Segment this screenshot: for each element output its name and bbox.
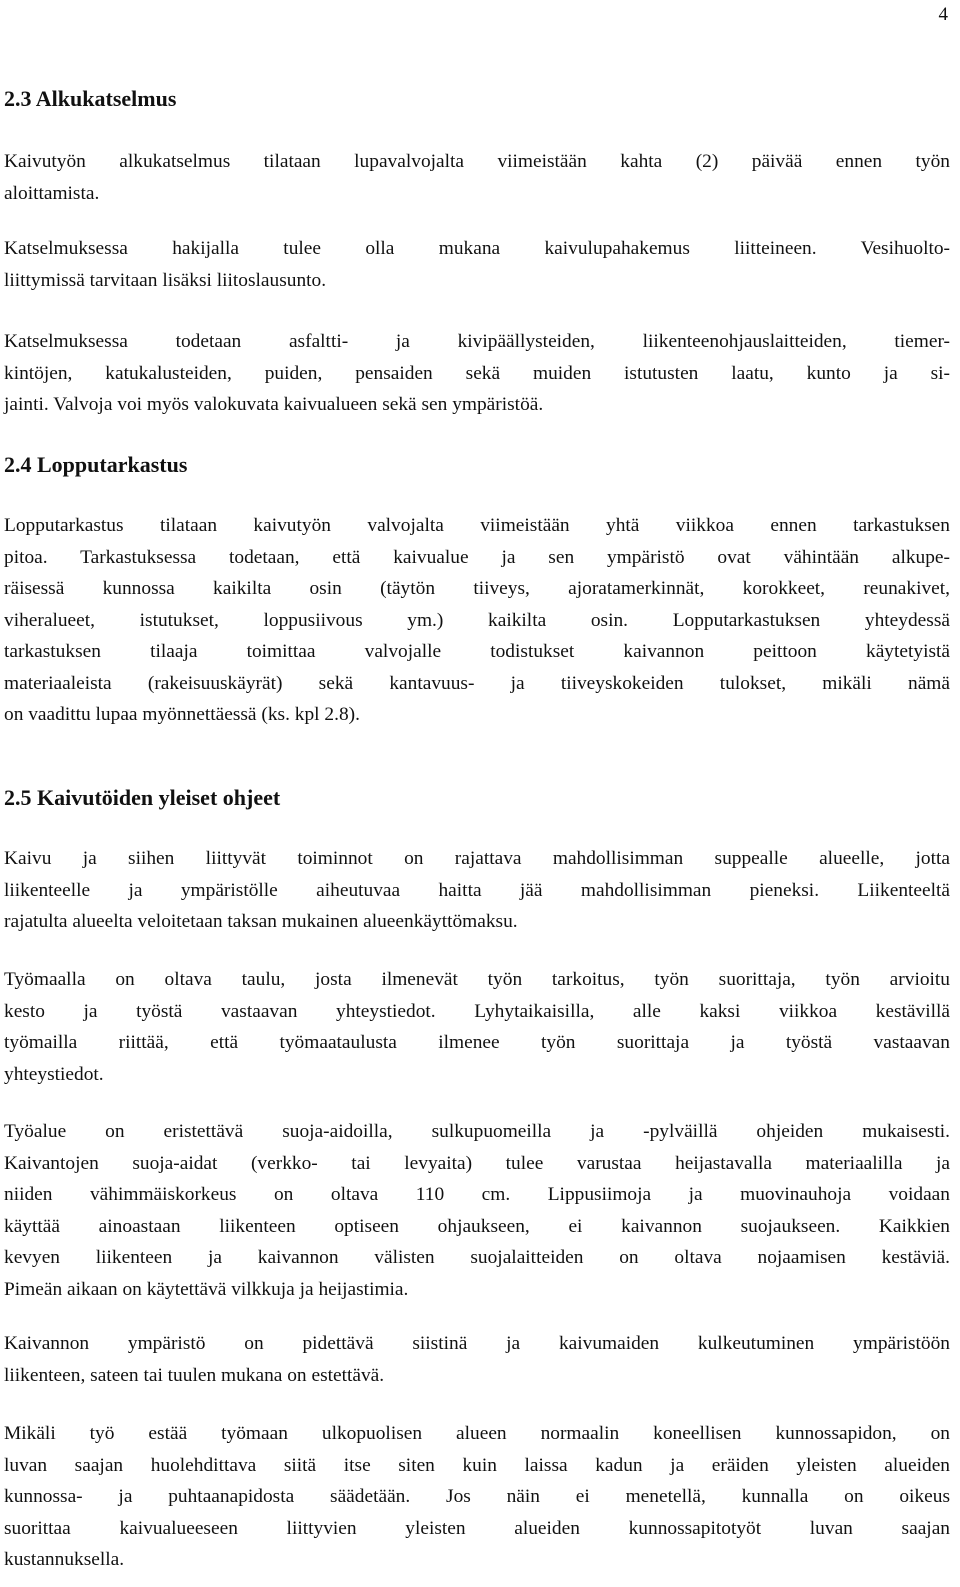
paragraph — [4, 1418, 950, 1576]
text-line: Pimeän aikaan on käytettävä vilkkuja ja heijastimia. — [4, 1278, 409, 1300]
text-line: kustannuksella. — [4, 1549, 125, 1570]
text-line: Katselmuksessa todetaan asfaltti- ja kivipäällysteiden, liikenteenohjauslaitteiden, tiemer- — [4, 331, 950, 352]
section-heading-2-5: 2.5 Kaivutöiden yleiset ohjeet — [4, 785, 281, 810]
paragraph — [4, 1116, 950, 1305]
page-number: 4 — [938, 4, 948, 25]
text-line: Lopputarkastus tilataan kaivutyön valvojalta viimeistään yhtä viikkoa ennen tarkastuksen — [4, 515, 950, 536]
paragraph — [4, 233, 950, 296]
paragraph — [4, 146, 950, 209]
text-line: jainti. Valvoja voi myös valokuvata kaivualueen sekä sen ympäristöä. — [4, 394, 544, 415]
section-heading-2-4: 2.4 Lopputarkastus — [4, 452, 188, 477]
paragraph — [4, 326, 950, 421]
text-line: pitoa. Tarkastuksessa todetaan, että kaivualue ja sen ympäristö ovat vähintään alkupe- — [4, 546, 950, 568]
text-line: on vaadittu lupaa myönnettäessä (ks. kpl 2.8). — [4, 704, 360, 725]
text-line: kunnossa- ja puhtaanapidosta säädetään. Jos näin ei menetellä, kunnalla on oikeus — [4, 1486, 950, 1507]
text-line: Kaivantojen suoja-aidat (verkko- tai levyaita) tulee varustaa heijastavalla materiaalilla ja — [4, 1152, 950, 1174]
text-line: liikenteen, sateen tai tuulen mukana on estettävä. — [4, 1364, 385, 1386]
text-line: räisessä kunnossa kaikilta osin (täytön tiiveys, ajoratamerkinnät, korokkeet, reunakivet, — [4, 578, 950, 599]
text-line: aloittamista. — [4, 182, 100, 204]
text-line: Mikäli työ estää työmaan ulkopuolisen alueen normaalin koneellisen kunnossapidon, on — [4, 1423, 950, 1444]
text-line: Työmaalla on oltava taulu, josta ilmenevät työn tarkoitus, työn suorittaja, työn arvioitu — [4, 969, 950, 990]
text-line: kevyen liikenteen ja kaivannon välisten suojalaitteiden on oltava nojaamisen kestäviä. — [4, 1247, 950, 1268]
text-line: kintöjen, katukalusteiden, puiden, pensaiden sekä muiden istutusten laatu, kunto ja si- — [4, 362, 950, 384]
text-line: Kaivannon ympäristö on pidettävä siistinä ja kaivumaiden kulkeutuminen ympäristöön — [4, 1333, 950, 1354]
paragraph — [4, 1328, 950, 1391]
text-line: käyttää ainoastaan liikenteen optiseen ohjaukseen, ei kaivannon suojaukseen. Kaikkien — [4, 1215, 950, 1237]
paragraph — [4, 843, 950, 938]
text-line: Kaivu ja siihen liittyvät toiminnot on rajattava mahdollisimman suppealle alueelle, jotta — [4, 848, 950, 869]
paragraph — [4, 964, 950, 1090]
text-line: viheralueet, istutukset, loppusiivous ym.) kaikilta osin. Lopputarkastuksen yhteydessä — [4, 609, 950, 631]
text-line: Kaivutyön alkukatselmus tilataan lupavalvojalta viimeistään kahta (2) päivää ennen työn — [4, 151, 950, 172]
text-line: Työalue on eristettävä suoja-aidoilla, sulkupuomeilla ja -pylväillä ohjeiden mukaisesti. — [4, 1121, 950, 1142]
text-line: liikenteelle ja ympäristölle aiheutuvaa haitta jää mahdollisimman pieneksi. Liikenteeltä — [4, 879, 950, 901]
text-line: rajatulta alueelta veloitetaan taksan mukainen alueenkäyttömaksu. — [4, 911, 518, 932]
text-line: liittymissä tarvitaan lisäksi liitoslausunto. — [4, 269, 327, 291]
text-line: luvan saajan huolehdittava siitä itse siten kuin laissa kadun ja eräiden yleisten alueiden — [4, 1454, 950, 1476]
text-line: tarkastuksen tilaaja toimittaa valvojalle todistukset kaivannon peittoon käytetyistä — [4, 641, 950, 662]
text-line: Katselmuksessa hakijalla tulee olla mukana kaivulupahakemus liitteineen. Vesihuolto- — [4, 238, 950, 259]
text-line: niiden vähimmäiskorkeus on oltava 110 cm. Lippusiimoja ja muovinauhoja voidaan — [4, 1184, 950, 1205]
section-heading-2-3: 2.3 Alkukatselmus — [4, 86, 177, 111]
text-line: yhteystiedot. — [4, 1063, 104, 1085]
text-line: työmailla riittää, että työmaataulusta ilmenee työn suorittaja ja työstä vastaavan — [4, 1032, 950, 1053]
text-line: materiaaleista (rakeisuuskäyrät) sekä kantavuus- ja tiiveyskokeiden tulokset, mikäli nämä — [4, 672, 950, 694]
text-line: suorittaa kaivualueeseen liittyvien yleisten alueiden kunnossapitotyöt luvan saajan — [4, 1517, 950, 1539]
paragraph — [4, 510, 950, 731]
text-line: kesto ja työstä vastaavan yhteystiedot. Lyhytaikaisilla, alle kaksi viikkoa kestävillä — [4, 1000, 950, 1022]
